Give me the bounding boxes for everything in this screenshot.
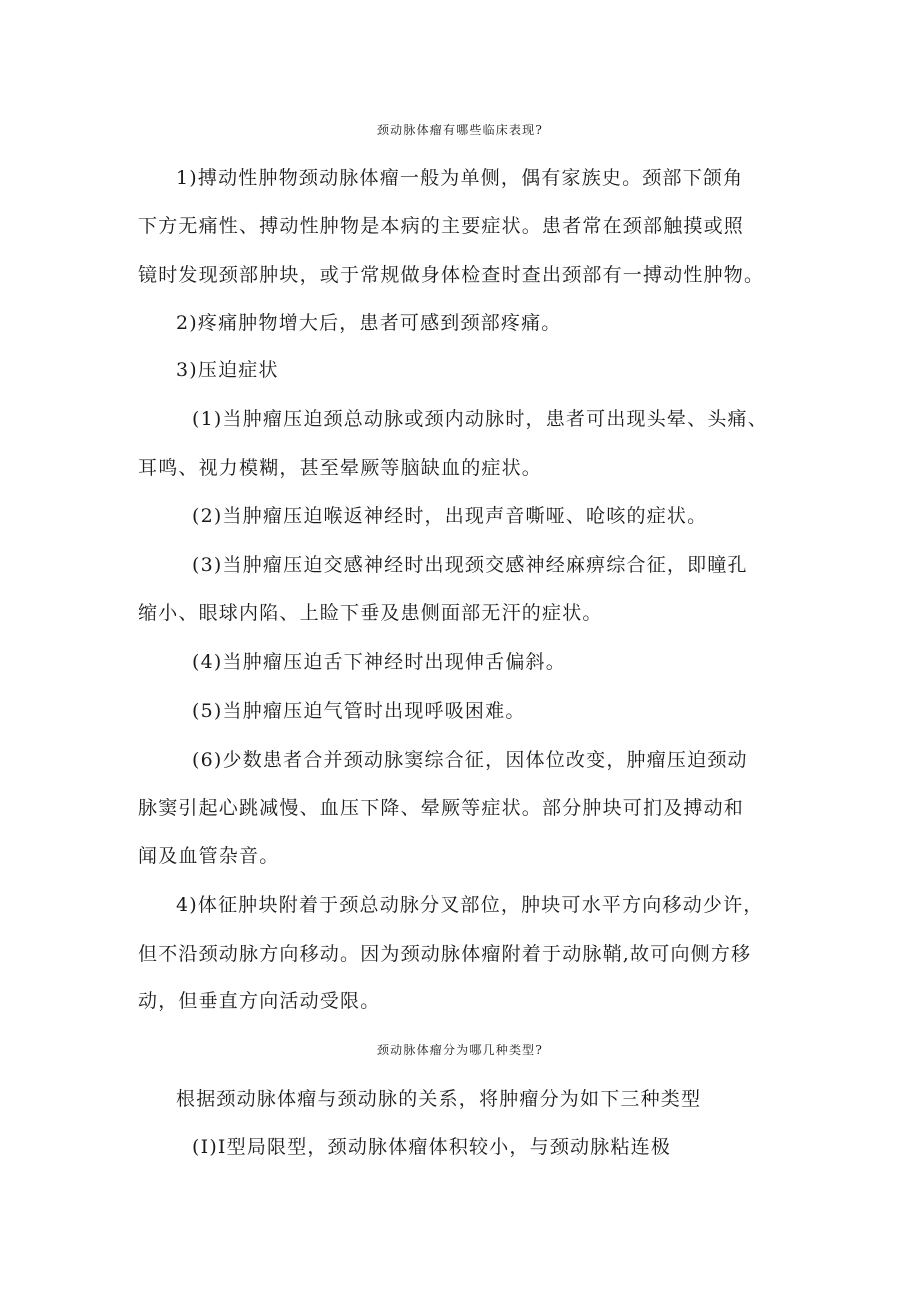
paragraph-line: 1)搏动性肿物颈动脉体瘤一般为单侧，偶有家族史。颈部下颌角 [176, 167, 744, 189]
paragraph-line: (2)当肿瘤压迫喉返神经时，出现声音嘶哑、呛咳的症状。 [192, 505, 708, 527]
paragraph-line: (3)当肿瘤压迫交感神经时出现颈交感神经麻痹综合征，即瞳孔 [192, 554, 748, 576]
paragraph-line: (4)当肿瘤压迫舌下神经时出现伸舌偏斜。 [192, 651, 566, 673]
paragraph-line: (5)当肿瘤压迫气管时出现呼吸困难。 [192, 700, 526, 722]
paragraph-line: 耳鸣、视力模糊，甚至晕厥等脑缺血的症状。 [138, 457, 543, 479]
paragraph-line: 闻及血管杂音。 [138, 845, 280, 867]
paragraph-line: (I)Ⅰ型局限型，颈动脉体瘤体积较小，与颈动脉粘连极 [192, 1136, 672, 1158]
paragraph-line: 动，但垂直方向活动受限。 [138, 990, 381, 1012]
paragraph-line: 镜时发现颈部肿块，或于常规做身体检查时查出颈部有一搏动性肿物。 [138, 264, 765, 286]
heading-clinical-manifestations: 颈动脉体瘤有哪些临床表现? [376, 123, 544, 137]
paragraph-line: 2)疼痛肿物增大后，患者可感到颈部疼痛。 [176, 312, 562, 334]
paragraph-line: 下方无痛性、搏动性肿物是本病的主要症状。患者常在颈部触摸或照 [138, 215, 745, 237]
paragraph-line: 脉窦引起心跳减慢、血压下降、晕厥等症状。部分肿块可扪及搏动和 [138, 797, 745, 819]
paragraph-line: (6)少数患者合并颈动脉窦综合征，因体位改变，肿瘤压迫颈动 [192, 749, 748, 771]
paragraph-line: 4)体征肿块附着于颈总动脉分叉部位，肿块可水平方向移动少许， [176, 894, 764, 916]
paragraph-line: 根据颈动脉体瘤与颈动脉的关系，将肿瘤分为如下三种类型 [176, 1088, 702, 1110]
paragraph-line: 但不沿颈动脉方向移动。因为颈动脉体瘤附着于动脉鞘,故可向侧方移 [138, 943, 752, 965]
paragraph-line: (1)当肿瘤压迫颈总动脉或颈内动脉时，患者可出现头晕、头痛、 [192, 408, 768, 430]
heading-tumor-types: 颈动脉体瘤分为哪几种类型? [376, 1043, 544, 1057]
paragraph-line: 3)压迫症状 [176, 359, 279, 381]
paragraph-line: 缩小、眼球内陷、上睑下垂及患侧面部无汗的症状。 [138, 602, 603, 624]
